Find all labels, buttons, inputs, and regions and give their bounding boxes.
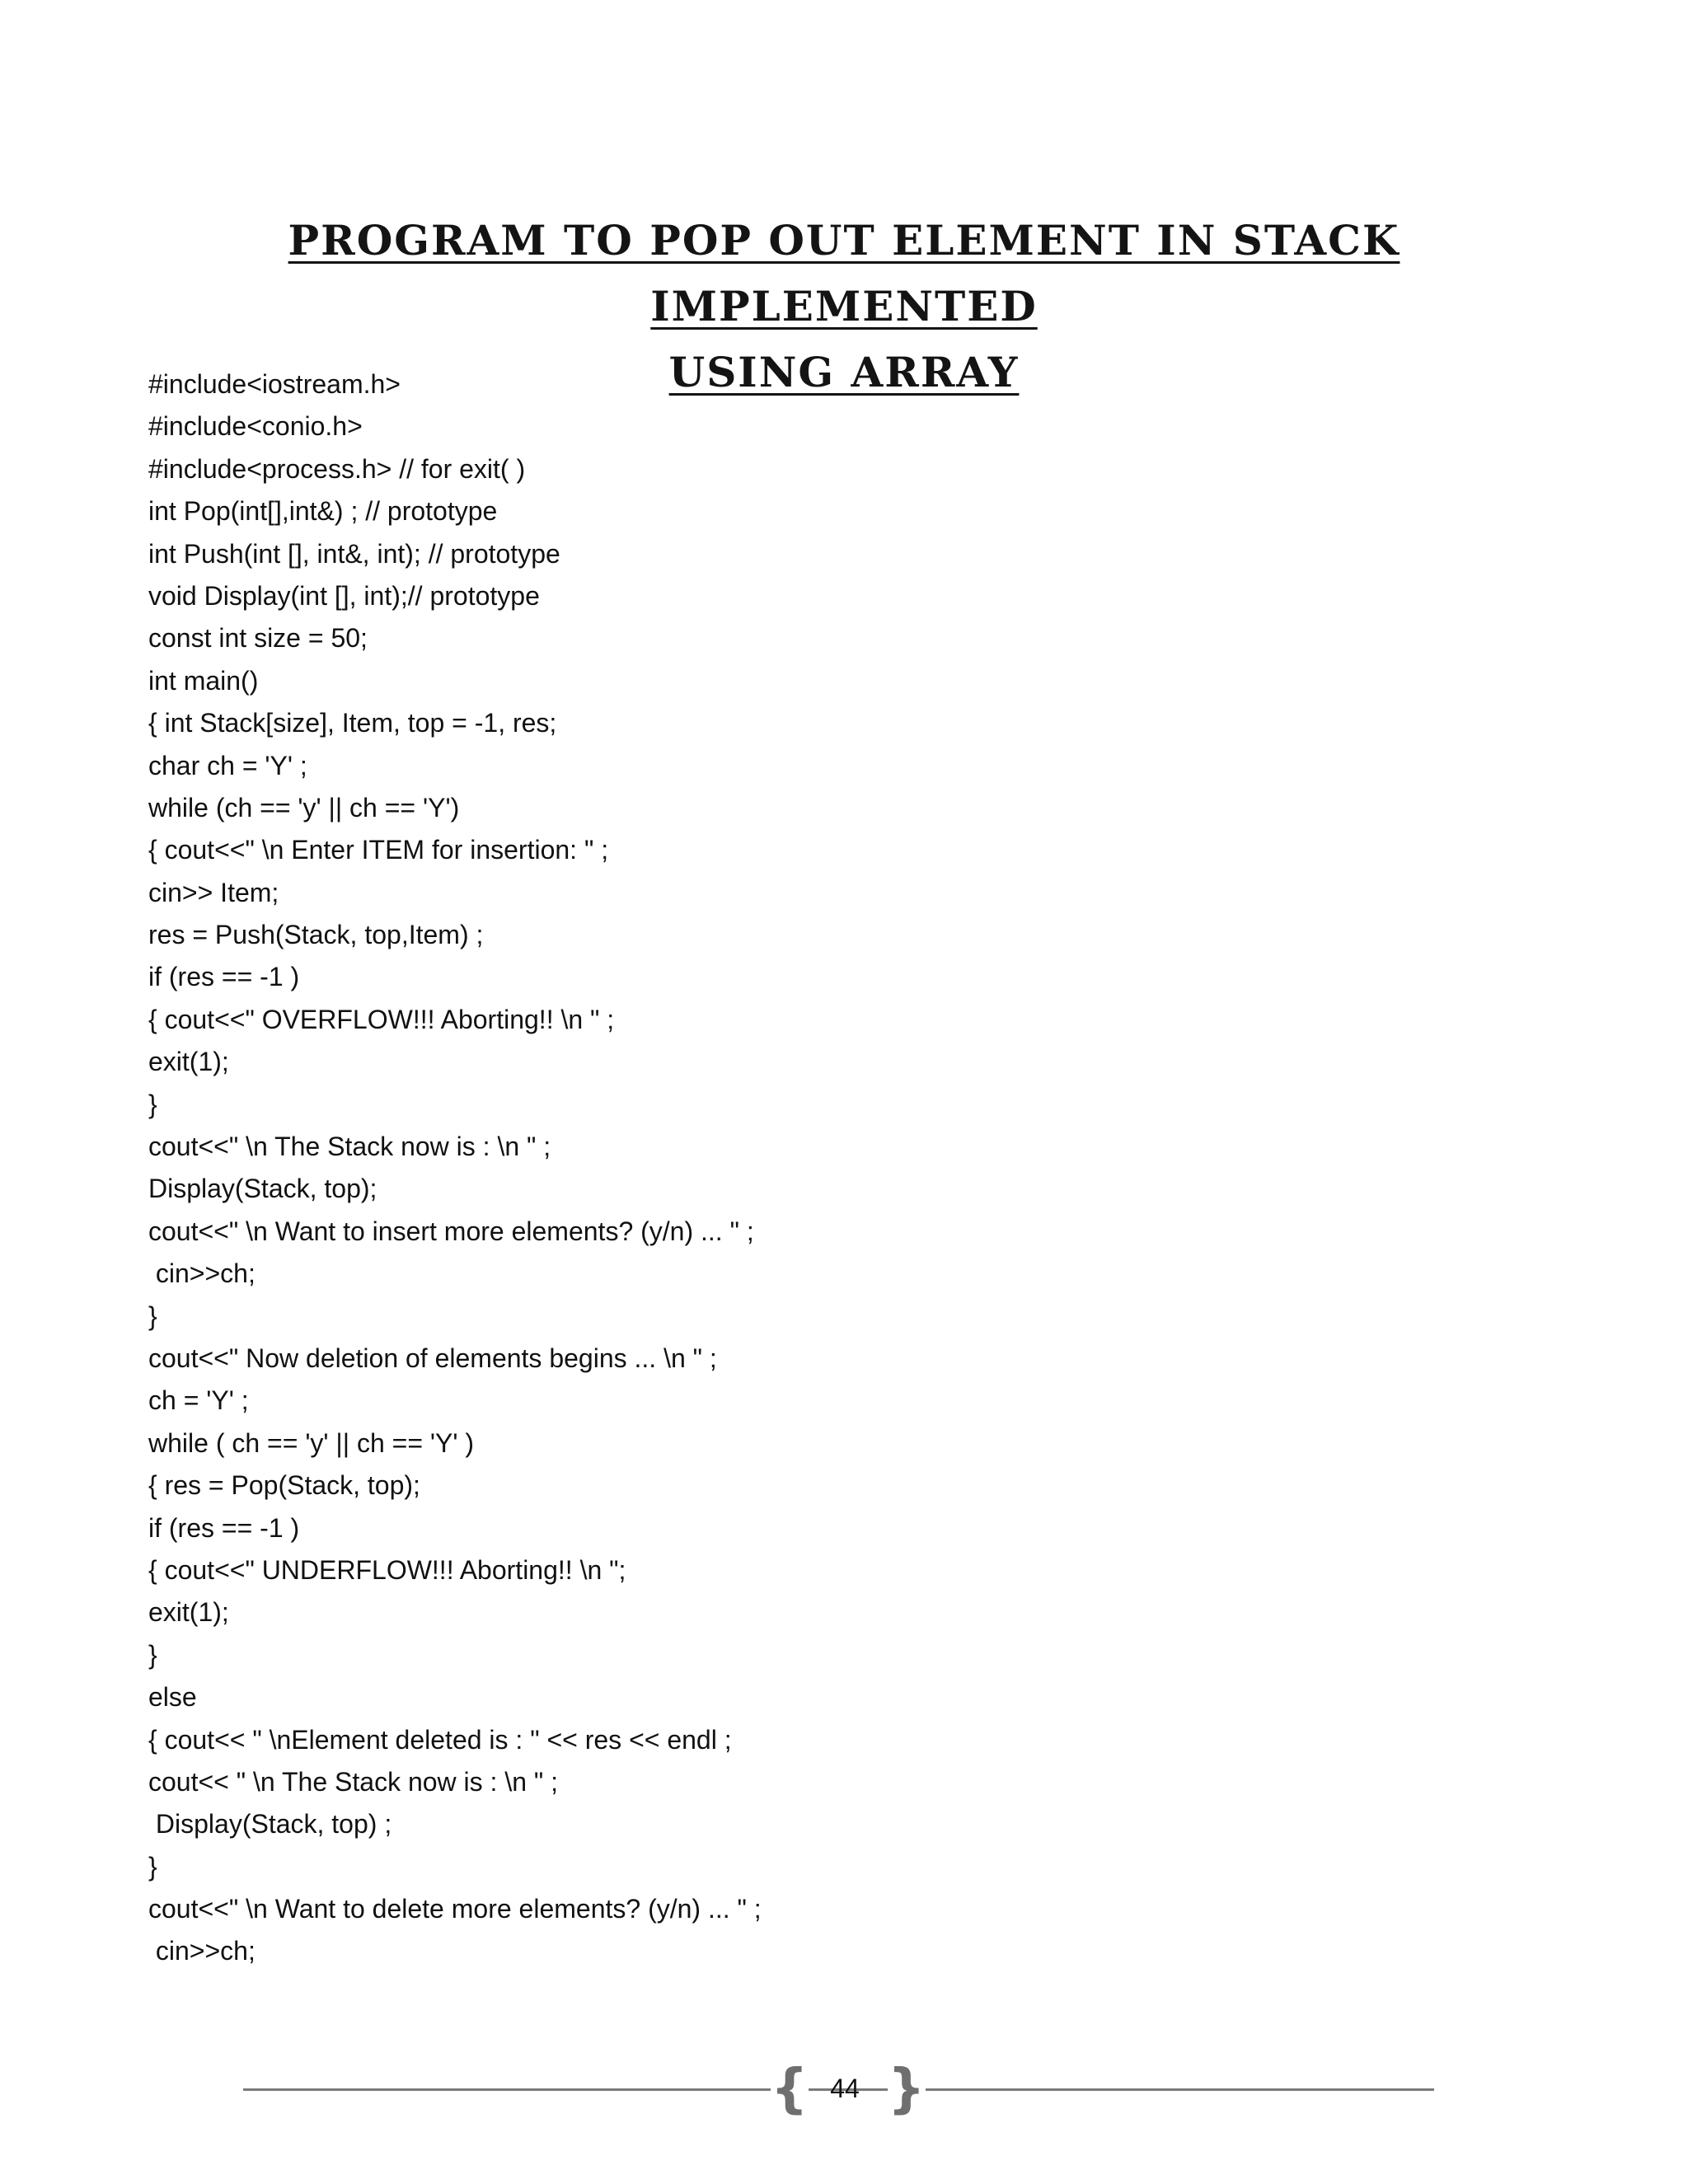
code-line: exit(1); xyxy=(148,1047,229,1077)
code-line: #include<conio.h> xyxy=(148,411,363,442)
code-listing xyxy=(148,363,1220,1973)
code-line: const int size = 50; xyxy=(148,623,368,654)
code-line: int Pop(int[],int&) ; // prototype xyxy=(148,496,498,527)
code-line: cin>>ch; xyxy=(148,1936,256,1966)
code-line: { cout<< " \nElement deleted is : " << res << endl ; xyxy=(148,1724,732,1755)
code-line: int Push(int [], int&, int); // prototype xyxy=(148,538,560,569)
code-line: cout<<" Now deletion of elements begins ... \n " ; xyxy=(148,1343,717,1373)
code-line: ch = 'Y' ; xyxy=(148,1385,249,1416)
code-line: Display(Stack, top); xyxy=(148,1174,377,1204)
code-line: { cout<<" OVERFLOW!!! Aborting!! \n " ; xyxy=(148,1004,615,1034)
title-line-1: PROGRAM TO POP OUT ELEMENT IN STACK IMPLEMENTED xyxy=(288,216,1400,330)
code-line: else xyxy=(148,1682,197,1713)
code-line: } xyxy=(148,1301,157,1331)
code-line: } xyxy=(148,1089,157,1119)
code-line: int main() xyxy=(148,665,259,696)
code-line: { cout<<" UNDERFLOW!!! Aborting!! \n "; xyxy=(148,1554,626,1585)
code-line: res = Push(Stack, top,Item) ; xyxy=(148,920,484,950)
title-line-2: USING ARRAY xyxy=(668,348,1020,396)
code-line: while ( ch == 'y' || ch == 'Y' ) xyxy=(148,1427,474,1458)
code-line: cin>>ch; xyxy=(148,1258,256,1289)
code-line: cin>> Item; xyxy=(148,877,279,907)
code-line: cout<<" \n Want to insert more elements? (y/n) ... " ; xyxy=(148,1216,754,1246)
code-line: exit(1); xyxy=(148,1597,229,1628)
code-line: cout<< " \n The Stack now is : \n " ; xyxy=(148,1766,559,1797)
code-line: } xyxy=(148,1639,157,1670)
code-line: { int Stack[size], Item, top = -1, res; xyxy=(148,708,557,738)
code-line: { res = Pop(Stack, top); xyxy=(148,1470,420,1501)
code-line: { cout<<" \n Enter ITEM for insertion: " ; xyxy=(148,835,609,865)
code-line: if (res == -1 ) xyxy=(148,962,300,992)
code-line: char ch = 'Y' ; xyxy=(148,750,307,780)
page-number: 44 xyxy=(830,2074,860,2103)
footer-right-bracket: } xyxy=(888,2059,926,2120)
code-line: } xyxy=(148,1851,157,1882)
code-line: void Display(int [], int);// prototype xyxy=(148,580,540,611)
code-line: Display(Stack, top) ; xyxy=(148,1809,392,1840)
code-line: #include<process.h> // for exit( ) xyxy=(148,453,526,484)
code-line: cout<<" \n The Stack now is : \n " ; xyxy=(148,1132,551,1162)
code-line: while (ch == 'y' || ch == 'Y') xyxy=(148,792,460,823)
code-line: cout<<" \n Want to delete more elements? (y/n) ... " ; xyxy=(148,1894,762,1924)
page-footer xyxy=(243,2056,1434,2122)
code-line: if (res == -1 ) xyxy=(148,1512,300,1543)
code-line: #include<iostream.h> xyxy=(148,369,401,399)
footer-left-bracket: { xyxy=(771,2059,809,2120)
